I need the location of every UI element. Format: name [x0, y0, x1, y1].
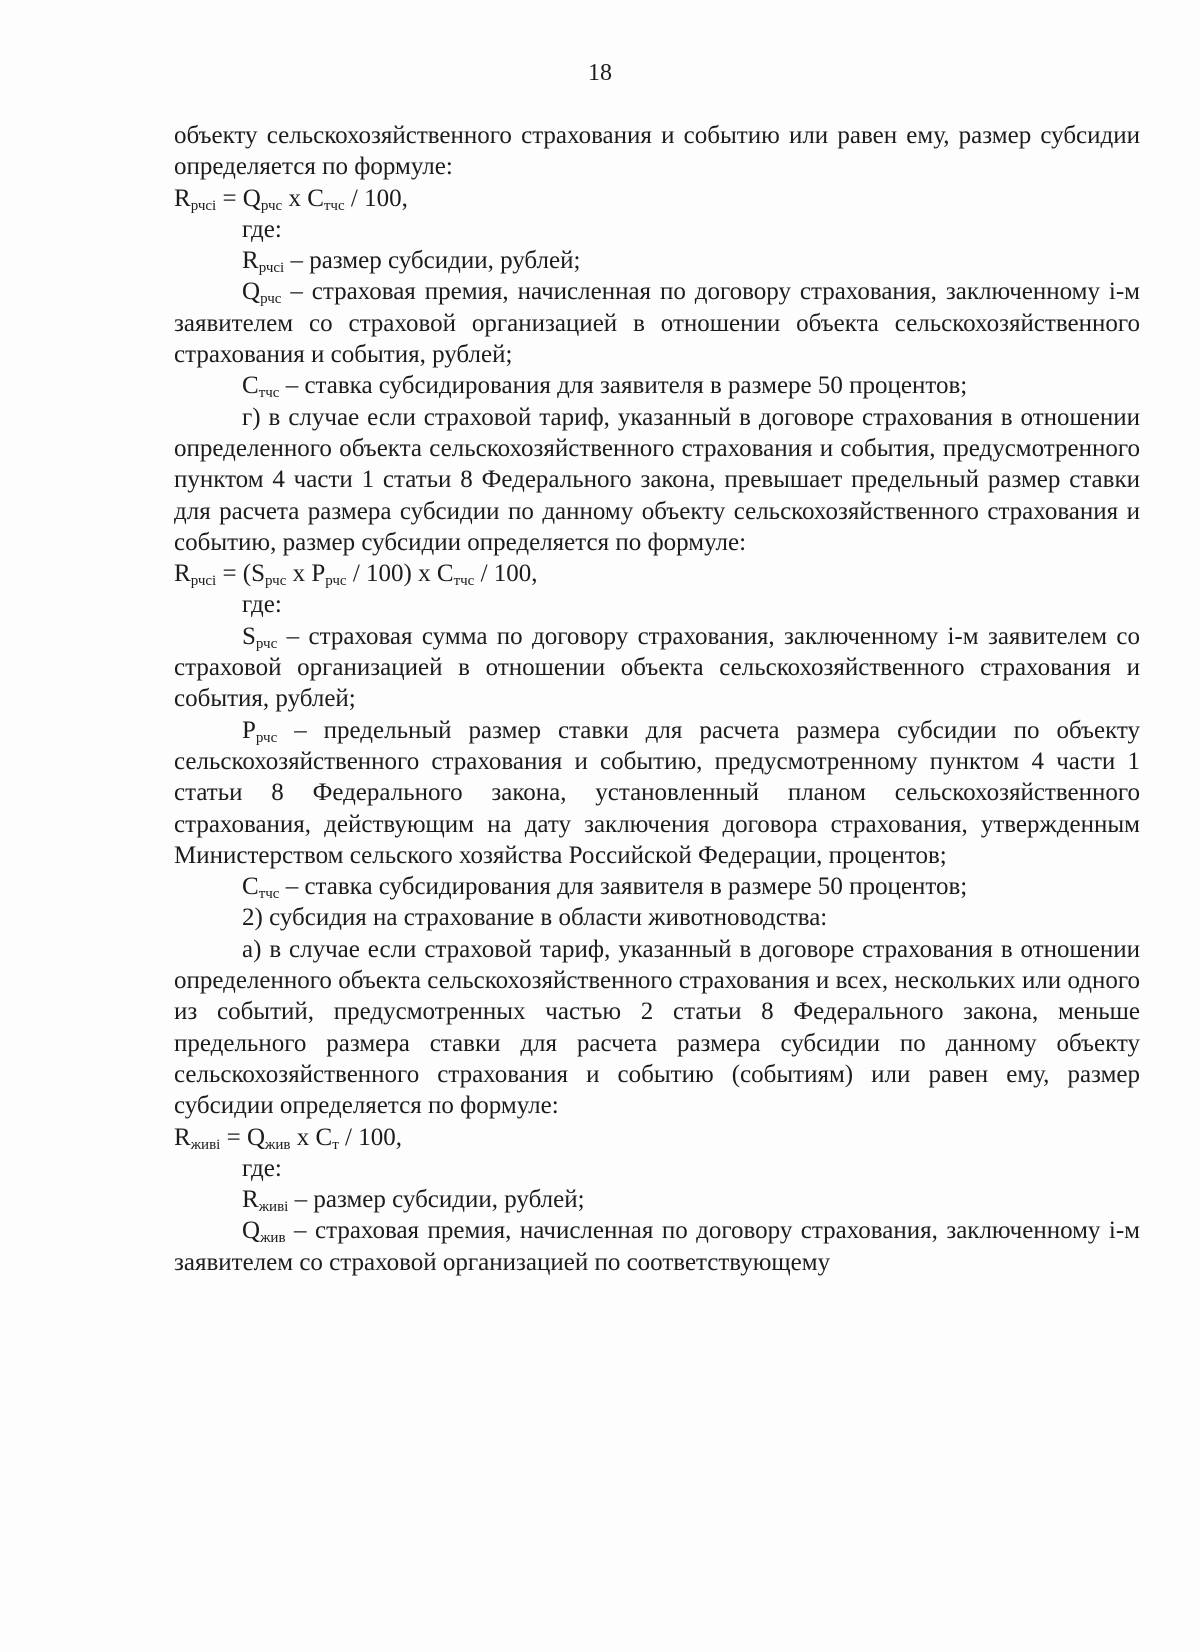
definition-symbol: С	[242, 372, 259, 400]
formula-r-rchsi	[174, 183, 1140, 214]
definition-subscript: рчс	[255, 635, 278, 652]
formula-symbol: Р	[311, 560, 326, 588]
formula-subscript: тчс	[453, 573, 475, 590]
definition-text: – размер субсидии, рублей;	[284, 247, 581, 275]
definition-s-rchs	[174, 621, 1140, 715]
formula-operator: х	[290, 1123, 316, 1151]
formula-symbol: R	[174, 560, 191, 588]
formula-subscript: рчс	[265, 573, 287, 590]
document-body	[174, 120, 1140, 1278]
formula-r-rchsi-exceeded	[174, 558, 1140, 589]
definition-text: – размер субсидии, рублей;	[288, 1186, 585, 1214]
definition-c-tchs	[174, 871, 1140, 902]
formula-r-zhivi	[174, 1122, 1140, 1153]
formula-subscript: жив	[265, 1136, 291, 1153]
definition-p-rchs	[174, 715, 1140, 871]
definition-symbol: Q	[242, 1217, 261, 1245]
item-2-paragraph: 2) субсидия на страхование в области животноводства:	[242, 904, 828, 932]
definition-subscript: тчс	[258, 886, 280, 903]
formula-symbol: R	[174, 184, 191, 212]
definition-c-tchs	[174, 370, 1140, 401]
formula-tail: / 100,	[344, 184, 408, 212]
where-label: где:	[242, 215, 282, 243]
page-number: 18	[588, 60, 612, 86]
formula-symbol: Q	[246, 1123, 266, 1151]
formula-subscript: тчс	[323, 197, 345, 214]
definition-subscript: рчсi	[258, 260, 285, 277]
formula-tail: / 100,	[474, 560, 538, 588]
formula-subscript: рчс	[325, 573, 347, 590]
formula-operator: = (	[216, 560, 252, 588]
where-label: где:	[242, 1154, 282, 1182]
definition-text: – ставка субсидирования для заявителя в размере 50 процентов;	[279, 873, 968, 901]
definition-subscript: рчс	[255, 729, 278, 746]
formula-symbol: R	[174, 1123, 191, 1151]
formula-symbol: S	[251, 560, 266, 588]
formula-subscript: рчс	[260, 197, 283, 214]
definition-subscript: живi	[258, 1199, 289, 1216]
definition-text: – страховая премия, начисленная по договору страхования, заключенному i-м заявителем со страховой организацией в отношении объекта сельскохозяйственного страхования и события, рублей;	[174, 278, 1140, 369]
paragraph-continuation: объекту сельскохозяйственного страхования и событию или равен ему, размер субсидии определяется по формуле:	[174, 122, 1140, 181]
definition-subscript: тчс	[258, 385, 280, 402]
definition-symbol: R	[242, 1186, 259, 1214]
definition-subscript: рчс	[260, 291, 282, 308]
formula-operator: х	[286, 560, 312, 588]
formula-subscript: рчсi	[190, 197, 217, 214]
definition-text: – страховая сумма по договору страхования, заключенному i-м заявителем со страховой организацией в отношении объекта сельскохозяйственного страхования и события, рублей;	[174, 622, 1140, 713]
definition-symbol: S	[242, 622, 256, 650]
definition-symbol: R	[242, 247, 259, 275]
formula-symbol: С	[315, 1123, 333, 1151]
definition-symbol: Q	[242, 278, 261, 306]
formula-subscript: рчсi	[190, 573, 217, 590]
formula-symbol: С	[307, 184, 324, 212]
formula-subscript: живi	[190, 1136, 221, 1153]
formula-operator: =	[220, 1123, 247, 1151]
definition-symbol: Р	[242, 716, 256, 744]
definition-subscript: жив	[260, 1230, 286, 1247]
formula-operator: / 100) х	[346, 560, 437, 588]
formula-symbol: С	[436, 560, 454, 588]
formula-operator: х	[282, 184, 308, 212]
item-g-paragraph: г) в случае если страховой тариф, указанный в договоре страхования в отношении определенного объекта сельскохозяйственного страхования и события, предусмотренного пунктом 4 части 1 статьи 8 Федерального закона, превышает предельный размер ставки для расчета размера субсидии по данному объекту сельскохозяйственного страхования и событию, размер субсидии определяется по формуле:	[174, 403, 1140, 556]
definition-q-rchs	[174, 276, 1140, 370]
definition-symbol: С	[242, 873, 259, 901]
formula-tail: / 100,	[338, 1123, 402, 1151]
definition-r-zhivi	[174, 1184, 1140, 1215]
definition-r-rchsi	[174, 245, 1140, 276]
where-label: где:	[242, 591, 282, 619]
formula-operator: =	[216, 184, 243, 212]
definition-text: – страховая премия, начисленная по договору страхования, заключенному i-м заявителем со страховой организацией по соответствующему	[174, 1217, 1140, 1276]
definition-text: – ставка субсидирования для заявителя в размере 50 процентов;	[279, 372, 968, 400]
item-a-paragraph: а) в случае если страховой тариф, указанный в договоре страхования в отношении определенного объекта сельскохозяйственного страхования и всех, нескольких или одного из событий, предусмотренных частью 2 статьи 8 Федерального закона, меньше предельного размера ставки для расчета размера субсидии по данному объекту сельскохозяйственного страхования и событию (событиям) или равен ему, размер субсидии определяется по формуле:	[174, 935, 1140, 1120]
formula-symbol: Q	[242, 184, 261, 212]
formula-subscript: т	[332, 1136, 339, 1153]
definition-text: – предельный размер ставки для расчета размера субсидии по объекту сельскохозяйственного страхования и событию, предусмотренному пунктом 4 части 1 статьи 8 Федерального закона, установленный планом сельскохозяйственного страхования, действующим на дату заключения договора страхования, утвержденным Министерством сельского хозяйства Российской Федерации, процентов;	[174, 716, 1140, 869]
definition-q-zhiv	[174, 1215, 1140, 1278]
